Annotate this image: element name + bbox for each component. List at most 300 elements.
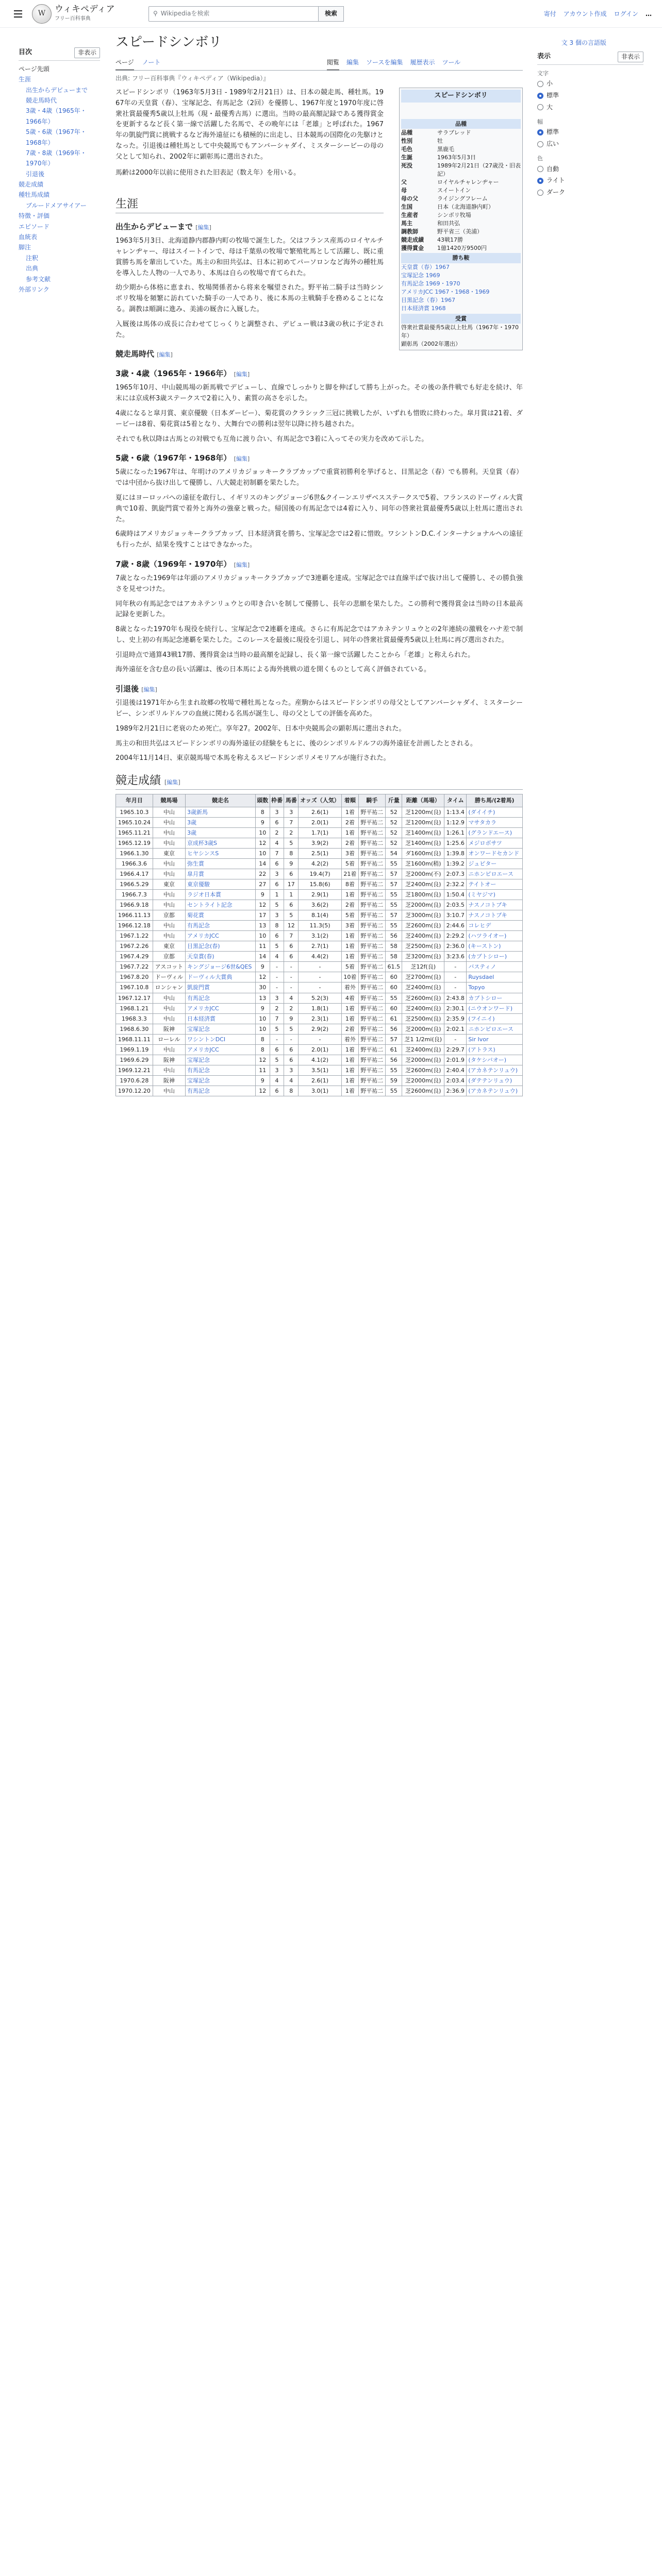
table-cell[interactable]: アメリカJCC bbox=[185, 1003, 255, 1013]
text-size-small[interactable]: 小 bbox=[537, 78, 643, 90]
table-row bbox=[116, 817, 523, 827]
table-cell: 5 bbox=[284, 838, 299, 848]
table-cell: 1965.11.21 bbox=[116, 827, 153, 838]
table-cell[interactable]: 中山 bbox=[153, 890, 185, 900]
section-record: 競走成績 [編集] bbox=[115, 773, 523, 790]
infobox-row bbox=[401, 236, 521, 244]
table-cell: 1967.10.8 bbox=[116, 982, 153, 993]
paragraph: それでも秋以降は古馬との対戦でも互角に渡り合い、有馬記念で3着に入ってその実力を改めて示した。 bbox=[115, 435, 428, 443]
table-cell: ダ1600m(良) bbox=[402, 848, 444, 858]
table-cell[interactable]: 宝塚記念 bbox=[185, 1055, 255, 1065]
edit-link[interactable]: 編集 bbox=[236, 371, 247, 378]
table-cell[interactable]: ラジオ日本賞 bbox=[185, 890, 255, 900]
table-cell[interactable]: 凱旋門賞 bbox=[185, 982, 255, 993]
table-cell[interactable]: 東京優駿 bbox=[185, 879, 255, 889]
table-cell: 1:50.4 bbox=[444, 890, 467, 900]
table-cell[interactable]: バスティノ bbox=[467, 962, 523, 972]
table-cell[interactable]: 野平祐二 bbox=[358, 879, 385, 889]
table-cell: 13 bbox=[255, 993, 270, 1003]
table-cell[interactable]: 野平祐二 bbox=[358, 1055, 385, 1065]
table-cell[interactable]: 中山 bbox=[153, 900, 185, 910]
table-cell[interactable]: 野平祐二 bbox=[358, 910, 385, 921]
table-cell[interactable]: 3歳 bbox=[185, 827, 255, 838]
table-cell[interactable]: ニホンピロエース bbox=[467, 869, 523, 879]
table-cell: 芝1800m(良) bbox=[402, 890, 444, 900]
tab-history[interactable]: 履歴表示 bbox=[410, 59, 435, 66]
table-cell[interactable]: 中山 bbox=[153, 858, 185, 869]
table-cell: 4 bbox=[270, 1075, 284, 1086]
toc-item[interactable]: 外部リンク bbox=[19, 286, 49, 293]
table-cell: 芝2000m(不) bbox=[402, 869, 444, 879]
table-cell: 芝1200m(良) bbox=[402, 817, 444, 827]
table-cell[interactable]: 菊花賞 bbox=[185, 910, 255, 921]
table-cell: 1968.1.21 bbox=[116, 1003, 153, 1013]
table-cell: 10 bbox=[255, 1013, 270, 1024]
table-cell[interactable]: 野平祐二 bbox=[358, 807, 385, 817]
table-cell: 57 bbox=[386, 879, 402, 889]
edit-link[interactable]: 編集 bbox=[167, 779, 178, 786]
table-cell: 9 bbox=[255, 1003, 270, 1013]
table-cell[interactable]: 野平祐二 bbox=[358, 827, 385, 838]
table-cell: 1 bbox=[270, 890, 284, 900]
table-cell[interactable]: マサタカラ bbox=[467, 817, 523, 827]
table-cell: 57 bbox=[386, 869, 402, 879]
table-cell[interactable]: 中山 bbox=[153, 817, 185, 827]
table-cell[interactable]: 中山 bbox=[153, 1013, 185, 1024]
tab-edit-source[interactable]: ソースを編集 bbox=[366, 59, 403, 66]
paragraph: 同年秋の有馬記念ではアカネテンリュウとの叩き合いを制して優勝し、長年の悲願を果たした。この勝利で獲得賞金は当時の日本最高記録を更新した。 bbox=[115, 600, 523, 619]
table-header: 枠番 bbox=[270, 794, 284, 807]
table-cell: 1966.12.18 bbox=[116, 921, 153, 931]
table-cell: 56 bbox=[386, 1055, 402, 1065]
table-cell: 58 bbox=[386, 952, 402, 962]
table-cell: 8 bbox=[284, 848, 299, 858]
wordmark: ウィキペディア フリー百科事典 bbox=[55, 4, 115, 22]
table-cell: 3.5(1) bbox=[299, 1065, 342, 1075]
table-cell: - bbox=[444, 1034, 467, 1044]
table-cell[interactable]: Topyo bbox=[467, 982, 523, 993]
table-cell: 2:32.2 bbox=[444, 879, 467, 889]
color-dark[interactable]: ダーク bbox=[537, 187, 643, 198]
table-cell[interactable]: 3歳新馬 bbox=[185, 807, 255, 817]
infobox-key: 品種 bbox=[401, 129, 412, 137]
table-cell[interactable]: 中山 bbox=[153, 1044, 185, 1055]
tab-talk[interactable]: ノート bbox=[142, 59, 161, 66]
table-cell: 1970.6.28 bbox=[116, 1075, 153, 1086]
table-cell: 52 bbox=[386, 827, 402, 838]
table-cell: 61.5 bbox=[386, 962, 402, 972]
table-cell: 2:01.9 bbox=[444, 1055, 467, 1065]
table-cell[interactable]: 野平祐二 bbox=[358, 858, 385, 869]
table-cell: 10 bbox=[255, 1024, 270, 1034]
table-cell: 12 bbox=[255, 1055, 270, 1065]
toc-item[interactable]: 出典 bbox=[26, 265, 39, 273]
table-cell: 1968.6.30 bbox=[116, 1024, 153, 1034]
table-cell: 56 bbox=[386, 931, 402, 941]
search-input[interactable]: ⚲ Wikipediaを検索 bbox=[148, 6, 319, 22]
table-cell[interactable]: (アカネテンリュウ) bbox=[467, 1086, 523, 1096]
table-cell[interactable]: (カブトシロー) bbox=[467, 952, 523, 962]
table-cell[interactable]: ドーヴィル bbox=[153, 972, 185, 982]
table-cell[interactable]: 野平祐二 bbox=[358, 890, 385, 900]
infobox-row bbox=[401, 211, 521, 219]
toc-item[interactable]: 3歳・4歳（1965年・1966年） bbox=[26, 107, 87, 125]
table-cell: 61 bbox=[386, 1013, 402, 1024]
table-cell[interactable]: 中山 bbox=[153, 827, 185, 838]
table-cell: 5 bbox=[284, 910, 299, 921]
table-cell[interactable]: 野平祐二 bbox=[358, 921, 385, 931]
donate-link[interactable]: 寄付 bbox=[543, 10, 556, 18]
table-cell[interactable]: 中山 bbox=[153, 869, 185, 879]
table-cell[interactable]: カブトシロー bbox=[467, 993, 523, 1003]
toc-item[interactable]: 注釈 bbox=[26, 254, 39, 262]
table-cell[interactable]: 阪神 bbox=[153, 1024, 185, 1034]
table-cell: 10着 bbox=[341, 972, 358, 982]
section-78: 7歳・8歳（1969年・1970年） [編集] bbox=[115, 559, 250, 569]
table-cell[interactable]: 日本経済賞 bbox=[185, 1013, 255, 1024]
edit-link[interactable]: 編集 bbox=[236, 455, 247, 463]
table-cell[interactable]: 野平祐二 bbox=[358, 1075, 385, 1086]
color-auto[interactable]: 自動 bbox=[537, 163, 643, 175]
table-cell[interactable]: ロンシャン bbox=[153, 982, 185, 993]
table-cell[interactable]: 野平祐二 bbox=[358, 1034, 385, 1044]
table-cell[interactable]: 東京 bbox=[153, 848, 185, 858]
table-cell[interactable]: 有馬記念 bbox=[185, 1065, 255, 1075]
paragraph: 海外遠征を含む息の長い活躍は、後の日本馬による海外挑戦の道を開くものとして高く評価されている。 bbox=[115, 666, 431, 674]
table-cell[interactable]: 阪神 bbox=[153, 1075, 185, 1086]
table-cell: 1:26.1 bbox=[444, 827, 467, 838]
table-header: 距離（馬場） bbox=[402, 794, 444, 807]
table-cell[interactable]: 野平祐二 bbox=[358, 900, 385, 910]
table-cell[interactable]: 東京 bbox=[153, 941, 185, 952]
create-account-link[interactable]: アカウント作成 bbox=[563, 10, 607, 18]
table-cell: 1967.1.22 bbox=[116, 931, 153, 941]
table-cell: 2.3(1) bbox=[299, 1013, 342, 1024]
table-cell[interactable]: 京成杯3歳S bbox=[185, 838, 255, 848]
table-cell[interactable]: 野平祐二 bbox=[358, 993, 385, 1003]
table-cell[interactable]: 中山 bbox=[153, 807, 185, 817]
table-cell[interactable]: 皐月賞 bbox=[185, 869, 255, 879]
appearance-header: 表示 非表示 bbox=[537, 52, 643, 65]
table-cell: 10 bbox=[255, 827, 270, 838]
table-cell[interactable]: 天皇賞(春) bbox=[185, 952, 255, 962]
paragraph: 夏にはヨーロッパへの遠征を敢行し、イギリスのキングジョージ6世&クイーンエリザベスステークスで5着、フランスのドーヴィル大賞典で10着、凱旋門賞で着外と海外の強豪と戦った。帰国後の有馬記念では4着に入り、同年の啓衆社賞最優秀5歳以上牡馬に選出された。 bbox=[115, 494, 523, 523]
table-cell[interactable]: 中山 bbox=[153, 921, 185, 931]
tab-edit[interactable]: 編集 bbox=[346, 59, 359, 66]
language-button[interactable]: 文 3 個の言語版 bbox=[561, 39, 606, 46]
tab-tools[interactable]: ツール bbox=[442, 59, 461, 66]
table-cell[interactable]: 宝塚記念 bbox=[185, 1075, 255, 1086]
appearance-hide-button[interactable]: 非表示 bbox=[618, 52, 643, 62]
table-cell: 2 bbox=[270, 1003, 284, 1013]
table-cell[interactable]: ローレル bbox=[153, 1034, 185, 1044]
table-row bbox=[116, 827, 523, 838]
table-cell[interactable]: セントライト記念 bbox=[185, 900, 255, 910]
table-cell: 1966.4.17 bbox=[116, 869, 153, 879]
table-cell[interactable]: 野平祐二 bbox=[358, 972, 385, 982]
table-row bbox=[116, 1024, 523, 1034]
paragraph: 引退後は1971年から生まれ故郷の牧場で種牡馬となった。産駒からはスピードシンボリの母父としてアンバーシャダイ、ミスターシービー、シンボリルドルフの血統に関わる名馬が誕生し、母の父としての評価を高めた。 bbox=[115, 699, 523, 718]
table-cell: 4 bbox=[284, 1075, 299, 1086]
table-cell: 56 bbox=[386, 1024, 402, 1034]
table-cell[interactable]: ナスノコトブキ bbox=[467, 910, 523, 921]
table-cell: 1969.6.29 bbox=[116, 1055, 153, 1065]
table-cell: 1966.7.3 bbox=[116, 890, 153, 900]
table-cell: 8 bbox=[255, 1044, 270, 1055]
toc-item[interactable]: 競走成績 bbox=[19, 181, 44, 189]
table-cell: 1着 bbox=[341, 952, 358, 962]
table-row bbox=[116, 931, 523, 941]
infobox-win[interactable]: 目黒記念（春）1967 bbox=[401, 296, 455, 303]
toc-item[interactable]: 引退後 bbox=[26, 170, 45, 178]
table-cell[interactable]: 阪神 bbox=[153, 1055, 185, 1065]
table-cell[interactable]: Ruysdael bbox=[467, 972, 523, 982]
table-cell[interactable]: ワシントンDCI bbox=[185, 1034, 255, 1044]
table-cell: 13 bbox=[255, 921, 270, 931]
table-cell[interactable]: 野平祐二 bbox=[358, 838, 385, 848]
search-button[interactable]: 検索 bbox=[319, 6, 344, 22]
table-cell[interactable]: 有馬記念 bbox=[185, 1086, 255, 1096]
user-menu-icon[interactable]: … bbox=[646, 10, 652, 18]
table-cell[interactable]: (アカネテンリュウ) bbox=[467, 1065, 523, 1075]
table-cell: - bbox=[284, 982, 299, 993]
table-cell: 8.1(4) bbox=[299, 910, 342, 921]
table-cell[interactable]: 野平祐二 bbox=[358, 869, 385, 879]
table-cell: 27 bbox=[255, 879, 270, 889]
table-cell: 1969.1.19 bbox=[116, 1044, 153, 1055]
paragraph: 1963年5月3日、北海道静内郡静内町の牧場で誕生した。父はフランス産馬のロイヤルチャレンヂャー、母はスイートインで、母は千葉県の牧場で繁殖牝馬として活躍し、既に重賞勝ち馬を輩出していた。馬主の和田共弘は、日本に初めてパーソロンなど海外の種牡馬を導入した人物の一人であり、本馬は自らの牧場で育てられた。 bbox=[115, 237, 384, 277]
infobox-win[interactable]: 天皇賞（春）1967 bbox=[401, 264, 450, 271]
table-cell[interactable]: テイトオー bbox=[467, 879, 523, 889]
infobox-award: 啓衆社賞最優秀5歳以上牡馬（1967年・1970年） bbox=[401, 324, 519, 340]
table-cell: - bbox=[444, 962, 467, 972]
table-cell: 3.9(2) bbox=[299, 838, 342, 848]
table-row bbox=[116, 962, 523, 972]
table-cell: 1着 bbox=[341, 941, 358, 952]
table-cell[interactable]: 京都 bbox=[153, 910, 185, 921]
table-cell: 2:29.7 bbox=[444, 1044, 467, 1055]
table-cell[interactable]: 野平祐二 bbox=[358, 1086, 385, 1096]
table-cell[interactable]: ドーヴィル大賞典 bbox=[185, 972, 255, 982]
table-cell: 6 bbox=[284, 1055, 299, 1065]
table-cell: 7 bbox=[270, 848, 284, 858]
text-size-large[interactable]: 大 bbox=[537, 101, 643, 113]
table-cell[interactable]: 野平祐二 bbox=[358, 817, 385, 827]
edit-link[interactable]: 編集 bbox=[236, 561, 247, 568]
table-row bbox=[116, 900, 523, 910]
table-cell: - bbox=[284, 962, 299, 972]
toc-item[interactable]: 脚注 bbox=[19, 244, 31, 251]
toc-item[interactable]: 特徴・評価 bbox=[19, 212, 50, 220]
table-cell[interactable]: 中山 bbox=[153, 838, 185, 848]
table-cell: 1着 bbox=[341, 1086, 358, 1096]
table-cell: 1966.1.30 bbox=[116, 848, 153, 858]
table-cell[interactable]: 目黒記念(春) bbox=[185, 941, 255, 952]
table-cell[interactable]: 野平祐二 bbox=[358, 1003, 385, 1013]
table-cell[interactable]: ナスノコトブキ bbox=[467, 900, 523, 910]
table-cell: 57 bbox=[386, 910, 402, 921]
table-cell: 1着 bbox=[341, 1003, 358, 1013]
table-cell[interactable]: (ミヤジマ) bbox=[467, 890, 523, 900]
table-cell: 2 bbox=[270, 827, 284, 838]
infobox-key: 父 bbox=[401, 179, 407, 186]
table-cell: 2:40.4 bbox=[444, 1065, 467, 1075]
table-cell: 芝1400m(良) bbox=[402, 838, 444, 848]
table-cell[interactable]: ヒヤシンスS bbox=[185, 848, 255, 858]
wikipedia-globe-icon: W bbox=[32, 4, 52, 24]
table-cell: 6 bbox=[270, 858, 284, 869]
table-cell: - bbox=[444, 982, 467, 993]
table-cell[interactable]: アメリカJCC bbox=[185, 1044, 255, 1055]
table-cell: 芝2500m(良) bbox=[402, 1013, 444, 1024]
toc-item[interactable]: 7歳・8歳（1969年・1970年） bbox=[26, 149, 87, 167]
table-cell[interactable]: 東京 bbox=[153, 879, 185, 889]
table-cell[interactable]: 3歳 bbox=[185, 817, 255, 827]
table-cell[interactable]: メジロボサツ bbox=[467, 838, 523, 848]
table-cell: 7 bbox=[284, 817, 299, 827]
table-cell: 6 bbox=[284, 952, 299, 962]
table-cell[interactable]: 中山 bbox=[153, 993, 185, 1003]
user-links bbox=[544, 9, 652, 19]
table-cell[interactable]: 中山 bbox=[153, 1086, 185, 1096]
table-cell[interactable]: Sir Ivor bbox=[467, 1034, 523, 1044]
table-cell: 14 bbox=[255, 952, 270, 962]
infobox-win[interactable]: 日本経済賞 1968 bbox=[401, 304, 446, 312]
table-cell[interactable]: 中山 bbox=[153, 1065, 185, 1075]
tab-page[interactable]: ページ bbox=[115, 58, 134, 71]
edit-link[interactable]: 編集 bbox=[143, 686, 155, 693]
main-menu-icon[interactable] bbox=[8, 4, 28, 24]
table-cell: 1着 bbox=[341, 1044, 358, 1055]
table-cell[interactable]: ニホンピロエース bbox=[467, 1024, 523, 1034]
table-cell: 2着 bbox=[341, 838, 358, 848]
table-cell: 芝2000m(良) bbox=[402, 900, 444, 910]
table-row bbox=[116, 1086, 523, 1096]
table-cell[interactable]: (ハツライオー) bbox=[467, 931, 523, 941]
toc-item[interactable]: 種牡馬成績 bbox=[19, 191, 50, 199]
table-cell[interactable]: アメリカJCC bbox=[185, 931, 255, 941]
table-cell[interactable]: (グランドエース) bbox=[467, 827, 523, 838]
table-cell[interactable]: (アトラス) bbox=[467, 1044, 523, 1055]
table-cell[interactable]: 野平祐二 bbox=[358, 1013, 385, 1024]
table-cell: 芝1400m(良) bbox=[402, 827, 444, 838]
table-cell: 55 bbox=[386, 890, 402, 900]
table-cell: 芝2400m(良) bbox=[402, 931, 444, 941]
table-cell[interactable]: (タケシバオー) bbox=[467, 1055, 523, 1065]
table-cell: 60 bbox=[386, 1003, 402, 1013]
table-cell[interactable]: 有馬記念 bbox=[185, 921, 255, 931]
toc-item[interactable]: 出生からデビューまで bbox=[26, 86, 88, 94]
table-cell[interactable]: 有馬記念 bbox=[185, 993, 255, 1003]
toc-item[interactable]: ブルードメアサイアー bbox=[26, 201, 87, 209]
infobox-win[interactable]: 宝塚記念 1969 bbox=[401, 272, 440, 279]
table-cell[interactable]: (キーストン) bbox=[467, 941, 523, 952]
table-cell[interactable]: (ダテテンリュウ) bbox=[467, 1075, 523, 1086]
toc-hide-button[interactable]: 非表示 bbox=[74, 47, 100, 58]
table-cell: 6 bbox=[270, 817, 284, 827]
table-cell[interactable]: 中山 bbox=[153, 1003, 185, 1013]
table-cell: 6 bbox=[270, 879, 284, 889]
table-cell: 2:36.0 bbox=[444, 941, 467, 952]
table-cell[interactable]: 野平祐二 bbox=[358, 848, 385, 858]
login-link[interactable]: ログイン bbox=[614, 10, 638, 18]
site-logo[interactable] bbox=[32, 4, 140, 24]
toc-item[interactable]: エピソード bbox=[19, 223, 50, 230]
width-wide[interactable]: 広い bbox=[537, 138, 643, 150]
table-cell[interactable]: 野平祐二 bbox=[358, 931, 385, 941]
table-cell[interactable]: 野平祐二 bbox=[358, 941, 385, 952]
toc-item[interactable]: 生涯 bbox=[19, 76, 31, 83]
table-cell[interactable]: ジュピター bbox=[467, 858, 523, 869]
table-cell[interactable]: (フイニイ) bbox=[467, 1013, 523, 1024]
table-cell: 5着 bbox=[341, 910, 358, 921]
toc-item[interactable]: 競走馬時代 bbox=[26, 96, 57, 104]
table-cell: 6 bbox=[284, 869, 299, 879]
infobox-win[interactable]: アメリカJCC 1967・1968・1969 bbox=[401, 288, 490, 295]
table-cell[interactable]: 野平祐二 bbox=[358, 1065, 385, 1075]
toc-item[interactable]: 血統表 bbox=[19, 233, 38, 241]
table-cell: 1:13.4 bbox=[444, 807, 467, 817]
table-cell[interactable]: 野平祐二 bbox=[358, 962, 385, 972]
infobox-win[interactable]: 有馬記念 1969・1970 bbox=[401, 280, 460, 287]
table-cell: 3 bbox=[284, 807, 299, 817]
table-cell: 21着 bbox=[341, 869, 358, 879]
table-cell[interactable]: 野平祐二 bbox=[358, 982, 385, 993]
toc-item[interactable]: ページ先頭 bbox=[19, 65, 49, 73]
table-cell: 1967.7.22 bbox=[116, 962, 153, 972]
table-header: 騎手 bbox=[358, 794, 385, 807]
text-size-standard[interactable]: 標準 bbox=[537, 90, 643, 101]
table-row bbox=[116, 807, 523, 817]
paragraph: 入厩後は馬体の成長に合わせてじっくりと調整され、デビュー戦は3歳の秋に予定された。 bbox=[115, 320, 384, 339]
table-cell: 芝2600m(良) bbox=[402, 1086, 444, 1096]
table-cell[interactable]: キングジョージ6世&QES bbox=[185, 962, 255, 972]
table-cell: 芝1600m(稍) bbox=[402, 858, 444, 869]
table-cell: 5 bbox=[270, 941, 284, 952]
edit-link[interactable]: 編集 bbox=[159, 351, 171, 359]
table-cell[interactable]: (ニウオンワード) bbox=[467, 1003, 523, 1013]
color-light[interactable]: ライト bbox=[537, 175, 643, 187]
table-cell: 55 bbox=[386, 1086, 402, 1096]
paragraph: 6歳時はアメリカジョッキークラブカップ、日本経済賞を勝ち、宝塚記念では2着に惜敗。ワシントンD.C.インターナショナルへの遠征も行ったが、結果を残すことはできなかった。 bbox=[115, 530, 523, 549]
table-cell[interactable]: オンワードセカンド bbox=[467, 848, 523, 858]
table-cell[interactable]: 野平祐二 bbox=[358, 1024, 385, 1034]
table-cell: 芝2600m(良) bbox=[402, 1065, 444, 1075]
infobox-value: 野平省三（美浦） bbox=[437, 228, 483, 235]
table-cell: 芝3200m(良) bbox=[402, 952, 444, 962]
table-cell[interactable]: 京都 bbox=[153, 952, 185, 962]
table-row bbox=[116, 910, 523, 921]
table-cell: 55 bbox=[386, 900, 402, 910]
table-cell[interactable]: アスコット bbox=[153, 962, 185, 972]
table-cell[interactable]: 野平祐二 bbox=[358, 952, 385, 962]
table-cell: 7 bbox=[270, 1013, 284, 1024]
edit-link[interactable]: 編集 bbox=[197, 224, 209, 231]
infobox-row bbox=[401, 203, 521, 211]
width-standard[interactable]: 標準 bbox=[537, 126, 643, 138]
table-cell[interactable]: 野平祐二 bbox=[358, 1044, 385, 1055]
table-cell[interactable]: (ダイイチ) bbox=[467, 807, 523, 817]
table-cell[interactable]: 宝塚記念 bbox=[185, 1024, 255, 1034]
toc-item[interactable]: 5歳・6歳（1967年・1968年） bbox=[26, 128, 87, 146]
table-cell[interactable]: 中山 bbox=[153, 931, 185, 941]
table-cell[interactable]: 弥生賞 bbox=[185, 858, 255, 869]
table-cell: 11 bbox=[255, 1065, 270, 1075]
tab-read[interactable]: 閲覧 bbox=[327, 58, 339, 71]
table-cell: 2 bbox=[284, 1003, 299, 1013]
table-cell[interactable]: コレヒデ bbox=[467, 921, 523, 931]
toc-item[interactable]: 参考文献 bbox=[26, 275, 51, 283]
